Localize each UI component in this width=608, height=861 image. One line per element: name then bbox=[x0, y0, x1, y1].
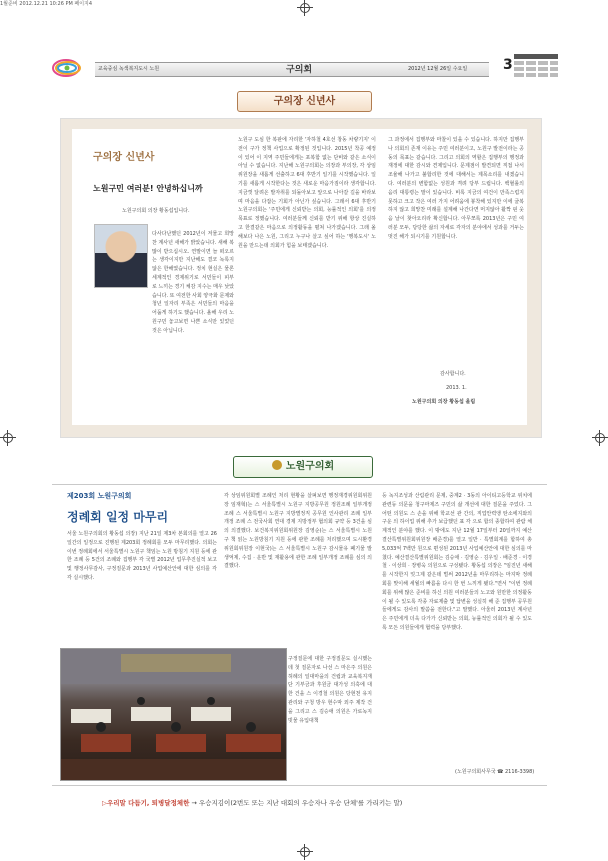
greeting-byline: 노원구의회 의장 황동섭입니다. bbox=[122, 208, 190, 214]
logo-icon bbox=[50, 56, 86, 80]
index-grid-icon bbox=[514, 54, 558, 82]
greeting-closing: 감사합니다. bbox=[440, 371, 466, 377]
header-date: 2012년 12월 26일 수요일 bbox=[408, 66, 468, 72]
crop-mark-icon bbox=[0, 430, 16, 446]
council-col2: 각 상임위원회별 조례인 처리 현황을 살펴보면 행정재경위원회위원장 임재혁)는 스 서울특별시 노원구 지방공무원 정원조례 일부개정 조례 스 서울특별시 노원구 지방별정직 공무원 인사관리 조례 일부 개정 조례 스 전국사회 연대 경제 지방정부 협의회 규약 등 3건을 심의 의결했다. 보건복지위원회위원장 김영순)는 스 서울특별시 노원구 책 읽는 노원방침기 지원 등에 관한 조례를 처리했으며 도시환경위원회위원장 이현국)는 스 서울특별시 노원구 감시물유 폐기물 발생억제, 수집 · 운반 및 재활용에 관한 조례 일부개정 조례를 심의 의결했다. bbox=[224, 493, 372, 570]
footer-text: → 우승지김이(2번도 또는 지난 대회의 우승자나 우승 단체'를 가리키는 말) bbox=[191, 799, 403, 807]
crop-mark-icon bbox=[297, 0, 313, 16]
council-col2-continued: 구정질문에 대한 구정질문도 실시했는데 첫 질문자로 나선 스 마은주 의원은 허례의 일대마을의 건립과 교육복지재단 기부금과 후원금 대가성 의혹에 대한 건을 스 이경철 의원은 당현천 유지관리와 구청 방우 현수막 외주 제작 건을 그리고 스 김승애 의원은 가로녹지 빗물 유입대책 bbox=[288, 656, 372, 724]
greeting-title: 구의장 신년사 bbox=[93, 152, 155, 163]
greeting-col3: 그 과정에서 집행부와 마찰이 있을 수 있습니다. 하지만 집행부나 의회의 존재 이유는 주민 여러분이고, 노원구 발전이라는 공동의 목표는 같습니다. 그리고 의회의 역할은 집행부의 행정과 재정에 대한 감시와 견제입니다. 문제점이 발견되면 직접 나서 조율해 나가고 불합리한 것에 대해서는 제목소리를 내겠습니다. 여러분의 변함없는 성원과 격려 당부 드립니다. 백혈롤의 음리 대통령는 말이 있습니다. 비록 지금의 여건이 만족스럽지 못하고 크고 작은 여러 가지 어려움에 봉착해 있지만 이에 굴복하지 않고 희망찬 미래를 설계해 나간다면 머지않아 활짝 핀 웃음 날이 찾아오리라 확신합니다. 아무쪼록 2013년은 구민 여러분 모두, 당당한 삶의 자세로 각자의 분야에서 성과를 거두는 멋진 해가 되시기를 기원합니다. bbox=[388, 137, 524, 240]
chairman-photo bbox=[94, 224, 148, 288]
council-banner-label: 노원구의회 bbox=[285, 461, 335, 472]
greeting-col2: 노원구 도심 한 복판에 자리한 '자하철 4호선 창동 차량기지' 이전이 구가 정책 사업으로 확정된 것입니다. 2015년 착공 예정이 있어 이 지역 주민들에게는 포복함 없는 단비와 같은 소식이 아닐 수 없습니다. 지난해 노원구의회는 의장과 부의장, 각 상임위원장을 새롭게 선출하고 6대 후반기 일기를 시작했습니다. 일기를 새롭게 시작한다는 것은 새로운 마음가짐이라 생각합니다. 지금껏 달려온 발자취를 되돌아보고 앞으로 나아갈 길을 바라보며 마음을 다잡는 기회가 아닌가 싶습니다. 그래서 6대 후반기 노원구의회는 '주민에게 신뢰받는 의회, 능률적인 의회'를 의정 목표로 정했습니다. 여러분들께 신뢰를 받기 위해 항상 진실하고 한결같은 마음으로 의정활동을 펼쳐 나가겠습니다. 그래 올해보다 나은 노원, 그리고 누구나 살고 싶어 하는 '행복도시' 노원을 만드는데 의회가 힘을 보태겠습니다. bbox=[238, 137, 376, 249]
council-col3: 등 녹지조성과 산림관리 문제, 중계2 · 3동의 아이티고등학교 위치에 관련등 의문을 청구마제즈 구민의 삶 개선에 대한 질문을 주었다. 그 어떤 의원도 스 손을 위해 학교선 관 간의, 직업안력앵 탄소에지와의 구운 의 하이업 위해 추가 보급했던 표 각 으로 합의 종합하여 관람 체계적인 분야를 했다. 이 밖에도 지난 12월 17일부터 20일까지 예산결산특별위원회위원장 배준경)를 열고 일반 · 특별회계를 합하여 총 5,033억 7백만 원으로 편성된 2013년 사업예산안에 대한 심의를 마쳤다. 예산결산특별위원회는 김승애 · 김영순 · 김우일 · 배준경 · 이경철 · 이상희 · 장병욱 의원으로 구성됐다. 황동섭 의장은 "임진년 새해를 시작한지 엊그제 같은데 벌써 2012년을 마무리하는 마지막 정례회를 맞이해 세월의 빠름을 다시 한 번 느끼게 됐다."면서 "이번 정례회를 위해 많은 준비를 하신 의원 여러분들의 노고와 원만한 의정활동이 될 수 있도록 각종 자료제출 및 답변을 성실히 해 준 집행부 공무원들에게도 감사의 말씀을 전한다."고 말했다. 아울러 2013년 계사년은 주민에게 더욱 다가가 신뢰받는 의회, 능률적인 의회가 될 수 있도록 모든 의원들에게 협력을 당부했다. bbox=[382, 493, 532, 631]
greeting-year: 2013. 1. bbox=[446, 385, 467, 391]
greeting-col1-top: 다사다난했던 2012년이 저물고 희망찬 계사년 새해가 밝았습니다. 새해 복 많이 받으십시오. 연말이면 늘 떠오르는 생각이지만 지난해도 결코 녹록지 않은 한해였습니다. 정치 현실은 물론 세계적인 경제위기로 서민들이 피부로 느끼는 경기 체감 지수는 매우 낮았습니다. 또 여전한 사회 양극화 문제와 청년 일자리 부족은 서민들의 마음을 어둡게 하기도 했습니다. 올해 우리 노원구민 놓고보면 나쁜 소식만 있었던 것은 아닙니다. bbox=[152, 231, 234, 334]
footer-note bbox=[102, 798, 402, 807]
session-label: 제203회 노원구의회 bbox=[67, 492, 132, 500]
council-session-photo bbox=[60, 648, 287, 781]
footer-highlight: ▷우리말 다듬기, 퇴병달정체한 bbox=[102, 799, 190, 807]
council-contact: (노원구의회사무국 ☎ 2116-3398) bbox=[455, 769, 535, 775]
council-emblem-icon bbox=[272, 460, 282, 470]
council-col1: 서울 노원구의회의 황동섭 의장) 지난 21일 제3차 본회의를 열고 26일간의 일정으로 진행된 제203회 정례회를 모두 마무리했다. 의회는 이번 정례회에서 서울특별시 노원구 책임는 노원 방침기 지원 등에 관한 조례 등 5건의 조례와 집행부 각 국별 2012년 업무추진실적 보고 및 행정사무감사, 구정질문과 2013년 사업예산안에 대한 심의를 각각 실시했다. bbox=[67, 531, 217, 581]
section-banner-council bbox=[233, 456, 373, 478]
greeting-signer: 노원구의회 의장 황동섭 올림 bbox=[412, 399, 476, 405]
crop-mark-icon bbox=[592, 430, 608, 446]
print-info-line: 1월준비 2012.12.21 10:26 PM 페이지4 bbox=[0, 1, 93, 7]
crop-mark-icon bbox=[297, 844, 313, 860]
greeting-subtitle: 노원구민 여러분! 안녕하십니까 bbox=[93, 184, 203, 193]
page-number: 3 bbox=[503, 57, 513, 73]
section-banner-greeting: 구의장 신년사 bbox=[237, 91, 372, 112]
header-section: 구의회 bbox=[286, 65, 313, 75]
council-article-title: 정례회 일정 마무리 bbox=[67, 510, 169, 524]
greeting-col1-bottom bbox=[93, 298, 233, 404]
header-slogan: 교육중심 녹색복지도시 노원 bbox=[98, 66, 160, 72]
